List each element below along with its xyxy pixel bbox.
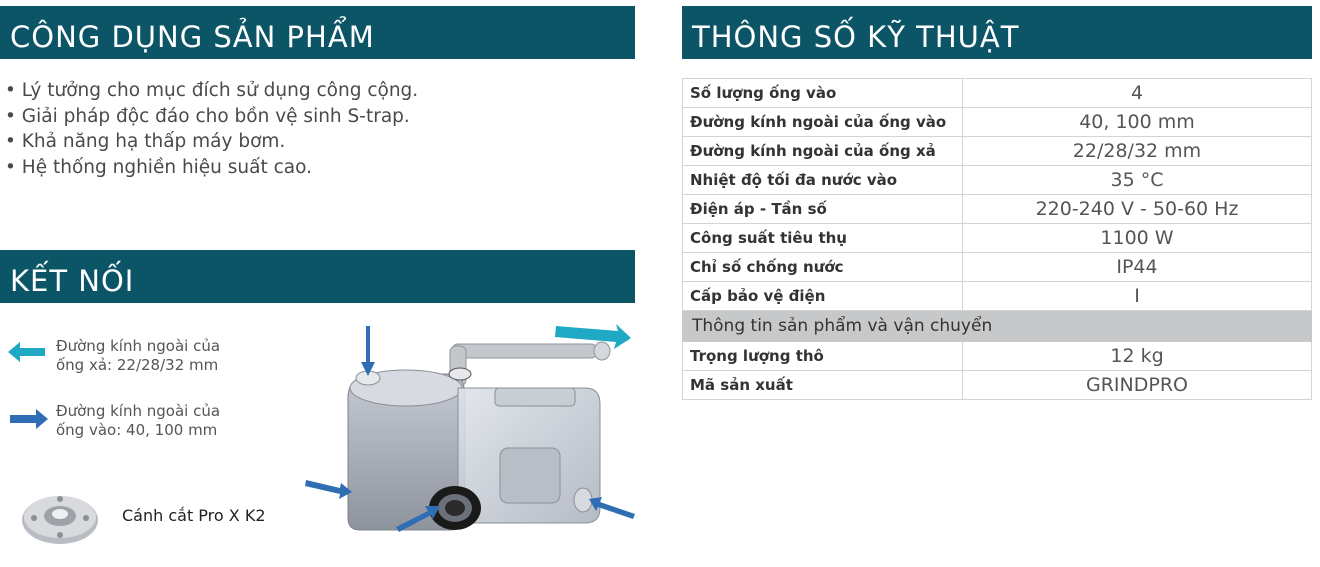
usage-title-text: CÔNG DỤNG SẢN PHẨM <box>10 20 375 54</box>
spec-value: 4 <box>963 79 1312 108</box>
impeller-image <box>20 490 100 548</box>
table-row <box>683 342 1312 371</box>
table-row <box>683 371 1312 400</box>
spec-value: IP44 <box>963 253 1312 282</box>
spec-key: Trọng lượng thô <box>683 342 963 371</box>
spec-key: Đường kính ngoài của ống vào <box>683 108 963 137</box>
inlet-legend-line1: Đường kính ngoài của <box>56 402 221 420</box>
spec-value: 220-240 V - 50-60 Hz <box>963 195 1312 224</box>
specs-title-text: THÔNG SỐ KỸ THUẬT <box>692 20 1020 54</box>
usage-bullet: • Lý tưởng cho mục đích sử dụng công cộng. <box>5 78 418 104</box>
inlet-arrow-icon <box>8 408 48 430</box>
usage-bullet-list <box>5 78 418 180</box>
spec-key: Chỉ số chống nước <box>683 253 963 282</box>
usage-section-title <box>0 6 635 59</box>
specs-table <box>682 78 1312 400</box>
spec-value: I <box>963 282 1312 311</box>
usage-bullet: • Giải pháp độc đáo cho bồn vệ sinh S-trap. <box>5 104 418 130</box>
spec-value: 40, 100 mm <box>963 108 1312 137</box>
table-row <box>683 253 1312 282</box>
spec-key: Nhiệt độ tối đa nước vào <box>683 166 963 195</box>
spec-value: 35 °C <box>963 166 1312 195</box>
spec-key: Điện áp - Tần số <box>683 195 963 224</box>
spec-key: Mã sản xuất <box>683 371 963 400</box>
spec-key: Công suất tiêu thụ <box>683 224 963 253</box>
table-section-row <box>683 311 1312 342</box>
spec-key: Số lượng ống vào <box>683 79 963 108</box>
grinder-pump-image <box>300 318 635 563</box>
outlet-legend-line2: ống xả: 22/28/32 mm <box>56 356 219 374</box>
connect-section-title <box>0 250 635 303</box>
table-row <box>683 282 1312 311</box>
spec-value: 12 kg <box>963 342 1312 371</box>
spec-value: 1100 W <box>963 224 1312 253</box>
usage-bullet: • Khả năng hạ thấp máy bơm. <box>5 129 418 155</box>
table-row <box>683 137 1312 166</box>
connect-title-text: KẾT NỐI <box>10 264 135 298</box>
table-row <box>683 79 1312 108</box>
outlet-arrow-icon <box>8 341 48 363</box>
impeller-label: Cánh cắt Pro X K2 <box>122 506 266 525</box>
table-row <box>683 166 1312 195</box>
specs-section-title <box>682 6 1312 59</box>
section-header: Thông tin sản phẩm và vận chuyển <box>683 311 1312 342</box>
table-row <box>683 224 1312 253</box>
spec-key: Cấp bảo vệ điện <box>683 282 963 311</box>
table-row <box>683 195 1312 224</box>
usage-bullet: • Hệ thống nghiền hiệu suất cao. <box>5 155 418 181</box>
outlet-legend-line1: Đường kính ngoài của <box>56 337 221 355</box>
inlet-legend-line2: ống vào: 40, 100 mm <box>56 421 218 439</box>
spec-value: 22/28/32 mm <box>963 137 1312 166</box>
spec-value: GRINDPRO <box>963 371 1312 400</box>
table-row <box>683 108 1312 137</box>
spec-key: Đường kính ngoài của ống xả <box>683 137 963 166</box>
